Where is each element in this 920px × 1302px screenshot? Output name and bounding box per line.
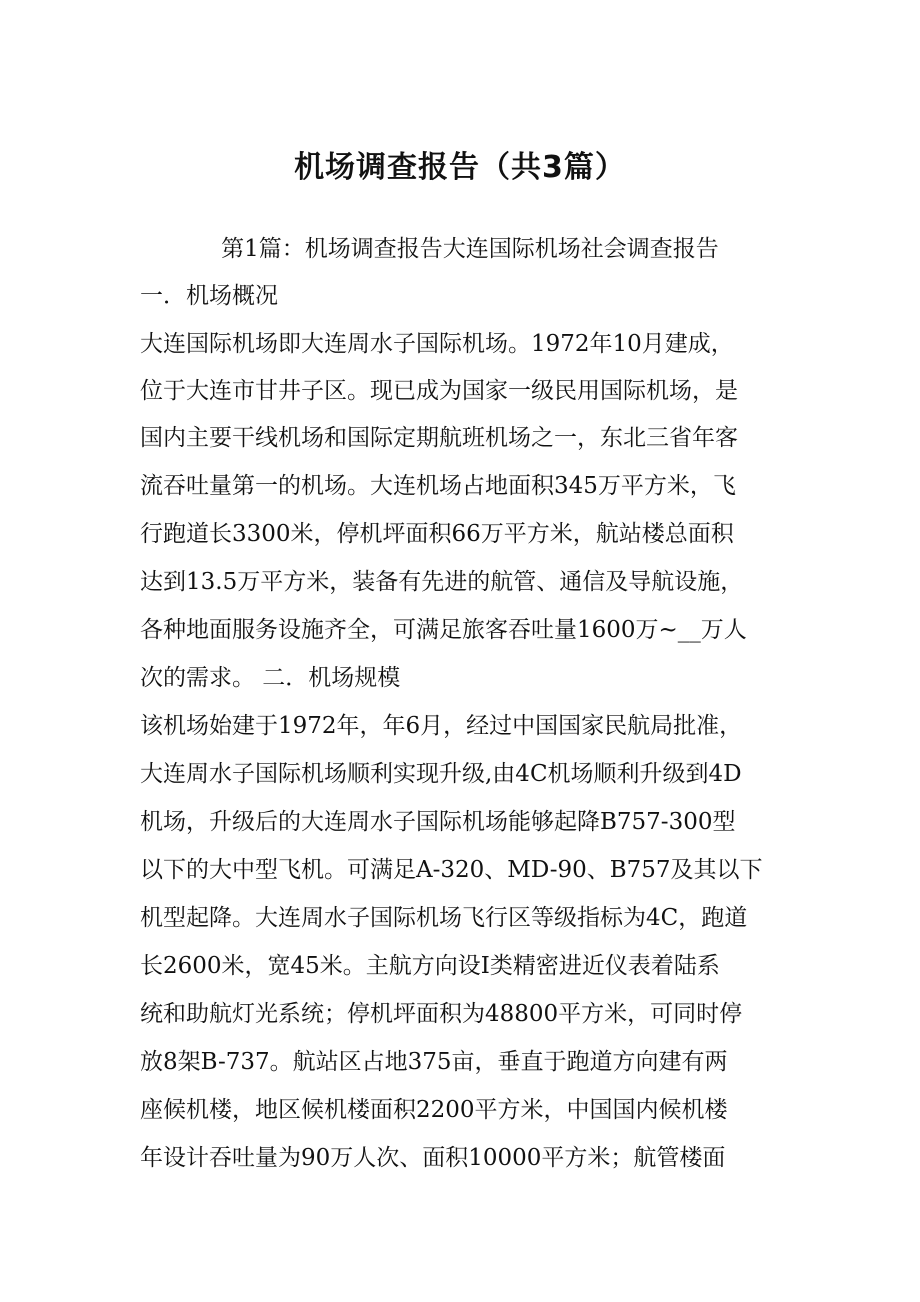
section-heading-scale: 次的需求。 二．机场规模 <box>140 665 401 691</box>
body-line: 座候机楼，地区候机楼面积2200平方米，中国国内候机楼 <box>140 1097 728 1123</box>
section-heading-overview: 一．机场概况 <box>140 283 278 309</box>
document-subtitle: 第1篇：机场调查报告大连国际机场社会调查报告 <box>221 236 719 262</box>
body-line: 大连周水子国际机场顺利实现升级,由4C机场顺利升级到4D <box>140 761 742 787</box>
body-line: 统和助航灯光系统；停机坪面积为48800平方米，可同时停 <box>140 1001 743 1027</box>
body-line: 达到13.5万平方米，装备有先进的航管、通信及导航设施， <box>140 569 744 595</box>
body-line: 年设计吞吐量为90万人次、面积10000平方米；航管楼面 <box>140 1145 726 1171</box>
body-line: 长2600米，宽45米。主航方向设Ⅰ类精密进近仪表着陆系 <box>140 953 720 979</box>
body-line: 行跑道长3300米，停机坪面积66万平方米，航站楼总面积 <box>140 521 734 547</box>
body-line: 国内主要干线机场和国际定期航班机场之一，东北三省年客 <box>140 425 738 451</box>
body-line: 流吞吐量第一的机场。大连机场占地面积345万平方米，飞 <box>140 473 736 499</box>
body-line: 机场，升级后的大连周水子国际机场能够起降B757-300型 <box>140 809 736 835</box>
document-title: 机场调查报告（共3篇） <box>294 150 626 185</box>
body-line: 大连国际机场即大连周水子国际机场。1972年10月建成， <box>140 331 734 357</box>
body-line: 以下的大中型飞机。可满足A-320、MD-90、B757及其以下 <box>140 857 763 883</box>
body-line: 该机场始建于1972年，年6月，经过中国国家民航局批准， <box>140 713 743 739</box>
body-line: 机型起降。大连周水子国际机场飞行区等级指标为4C，跑道 <box>140 905 748 931</box>
body-line: 位于大连市甘井子区。现已成为国家一级民用国际机场，是 <box>140 378 738 404</box>
body-line: 放8架B-737。航站区占地375亩，垂直于跑道方向建有两 <box>140 1049 728 1075</box>
body-line: 各种地面服务设施齐全，可满足旅客吞吐量1600万~__万人 <box>140 617 747 643</box>
